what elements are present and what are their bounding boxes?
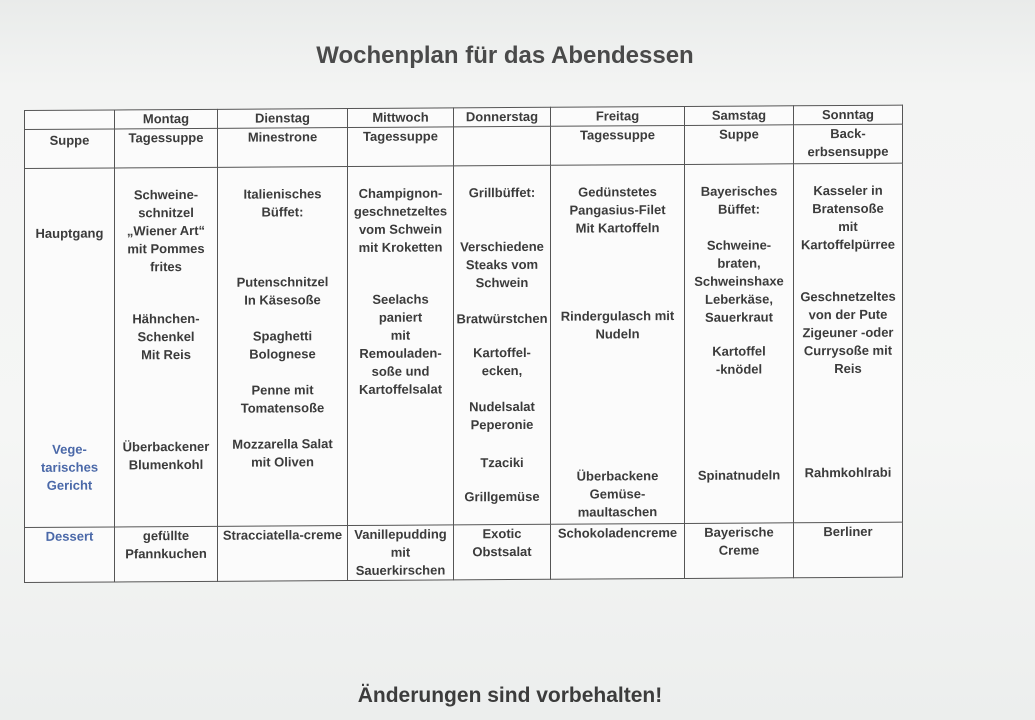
dessert-cell: Bayerische Creme bbox=[685, 523, 794, 579]
main-dish-item: Champignon- geschnetzeltes vom Schwein mit Kroketten bbox=[353, 185, 448, 255]
row-label-cell bbox=[25, 168, 115, 528]
main-dish-item: Schweine- braten, Schweinshaxe Leberkäse, Sauerkraut bbox=[694, 237, 784, 325]
main-dish-item: Putenschnitzel In Käsesoße bbox=[236, 274, 329, 308]
dessert-cell: gefüllte Pfannkuchen bbox=[115, 526, 218, 582]
main-dish-item: Tzaciki bbox=[480, 454, 524, 471]
main-dish-item: Seelachs paniert mit Remouladen- soße und Kartoffelsalat bbox=[358, 291, 443, 397]
main-cell-sonntag bbox=[794, 163, 903, 523]
main-cell-samstag bbox=[685, 164, 794, 524]
main-dish-item: Spaghetti Bolognese bbox=[249, 328, 316, 362]
row-label-vegetarisch: Vege- tarisches Gericht bbox=[40, 441, 99, 493]
cell-items bbox=[551, 165, 684, 524]
row-label-dessert: Dessert bbox=[25, 527, 115, 583]
soup-cell: Back- erbsensuppe bbox=[794, 124, 903, 164]
corner-cell bbox=[25, 110, 115, 130]
row-label-hauptgang: Hauptgang bbox=[35, 225, 104, 241]
day-header: Sonntag bbox=[794, 105, 903, 125]
cell-items bbox=[348, 166, 453, 525]
soup-cell: Minestrone bbox=[218, 128, 348, 168]
main-dish-item: Kartoffel- ecken, bbox=[473, 344, 531, 379]
dessert-row bbox=[25, 522, 903, 582]
main-dish-item: Gedünstetes Pangasius-Filet Mit Kartoffeln bbox=[569, 184, 666, 236]
soup-row bbox=[25, 124, 903, 168]
day-header: Freitag bbox=[551, 106, 685, 126]
main-dish-item: Verschiedene Steaks vom Schwein bbox=[460, 238, 544, 291]
main-cell-freitag bbox=[551, 164, 685, 524]
soup-cell bbox=[454, 126, 551, 166]
day-header: Montag bbox=[115, 109, 218, 129]
cell-items bbox=[685, 164, 793, 523]
soup-cell: Tagessuppe bbox=[551, 125, 685, 165]
dessert-cell: Berliner bbox=[794, 522, 903, 578]
row-label-suppe: Suppe bbox=[25, 129, 115, 169]
main-dish-item: Rindergulasch mit Nudeln bbox=[560, 308, 675, 342]
day-header: Donnerstag bbox=[454, 107, 551, 127]
main-dish-item: Grillbüffet: bbox=[468, 184, 536, 201]
weekly-menu-table bbox=[24, 105, 903, 583]
main-dish-item: Spinatnudeln bbox=[697, 467, 781, 483]
cell-items bbox=[115, 168, 217, 527]
cell-items bbox=[794, 164, 902, 523]
main-cell-dienstag bbox=[218, 167, 348, 527]
day-header: Dienstag bbox=[218, 109, 348, 129]
soup-cell: Tagessuppe bbox=[348, 127, 454, 167]
day-header: Mittwoch bbox=[348, 108, 454, 128]
day-header: Samstag bbox=[685, 106, 794, 126]
main-course-row bbox=[25, 163, 903, 527]
cell-items bbox=[454, 166, 550, 525]
main-cell-donnerstag bbox=[454, 165, 551, 525]
main-dish-item: Kartoffel -knödel bbox=[712, 343, 766, 377]
main-dish-item: Kasseler in Bratensoße mit Kartoffelpürree bbox=[801, 182, 895, 253]
main-dish-item: Überbackener Blumenkohl bbox=[122, 438, 210, 473]
main-dish-item: Überbackene Gemüse-maultaschen bbox=[576, 468, 659, 520]
main-dish-item: Rahmkohlrabi bbox=[804, 464, 892, 481]
main-dish-item: Penne mit Tomatensoße bbox=[240, 382, 325, 416]
cell-items bbox=[218, 167, 347, 526]
main-dish-item: Schweine- schnitzel „Wiener Art“ mit Pommes frites bbox=[126, 186, 206, 275]
main-dish-item: Grillgemüse bbox=[464, 488, 540, 505]
main-dish-item: Bratwürstchen bbox=[456, 310, 548, 327]
soup-cell: Suppe bbox=[685, 125, 794, 165]
disclaimer-footer: Änderungen sind vorbehalten! bbox=[357, 684, 663, 707]
main-dish-item: Geschnetzeltes von der Pute Zigeuner -oder Currysoße mit Reis bbox=[800, 288, 896, 377]
main-dish-item: Nudelsalat Peperonie bbox=[469, 398, 535, 433]
main-cell-mittwoch bbox=[348, 166, 454, 526]
dessert-cell: Exotic Obstsalat bbox=[454, 524, 551, 580]
dessert-cell: Vanillepudding mit Sauerkirschen bbox=[348, 525, 454, 581]
soup-cell: Tagessuppe bbox=[115, 128, 218, 168]
dessert-cell: Stracciatella-creme bbox=[218, 526, 348, 582]
main-cell-montag bbox=[115, 167, 218, 527]
page-title: Wochenplan für das Abendessen bbox=[316, 42, 694, 69]
main-dish-item: Mozzarella Salat mit Oliven bbox=[232, 436, 333, 470]
main-dish-item: Bayerisches Büffet: bbox=[700, 183, 778, 217]
main-dish-item: Hähnchen- Schenkel Mit Reis bbox=[132, 310, 200, 363]
main-dish-item: Italienisches Büffet: bbox=[243, 186, 322, 220]
dessert-cell: Schokoladencreme bbox=[551, 523, 685, 579]
